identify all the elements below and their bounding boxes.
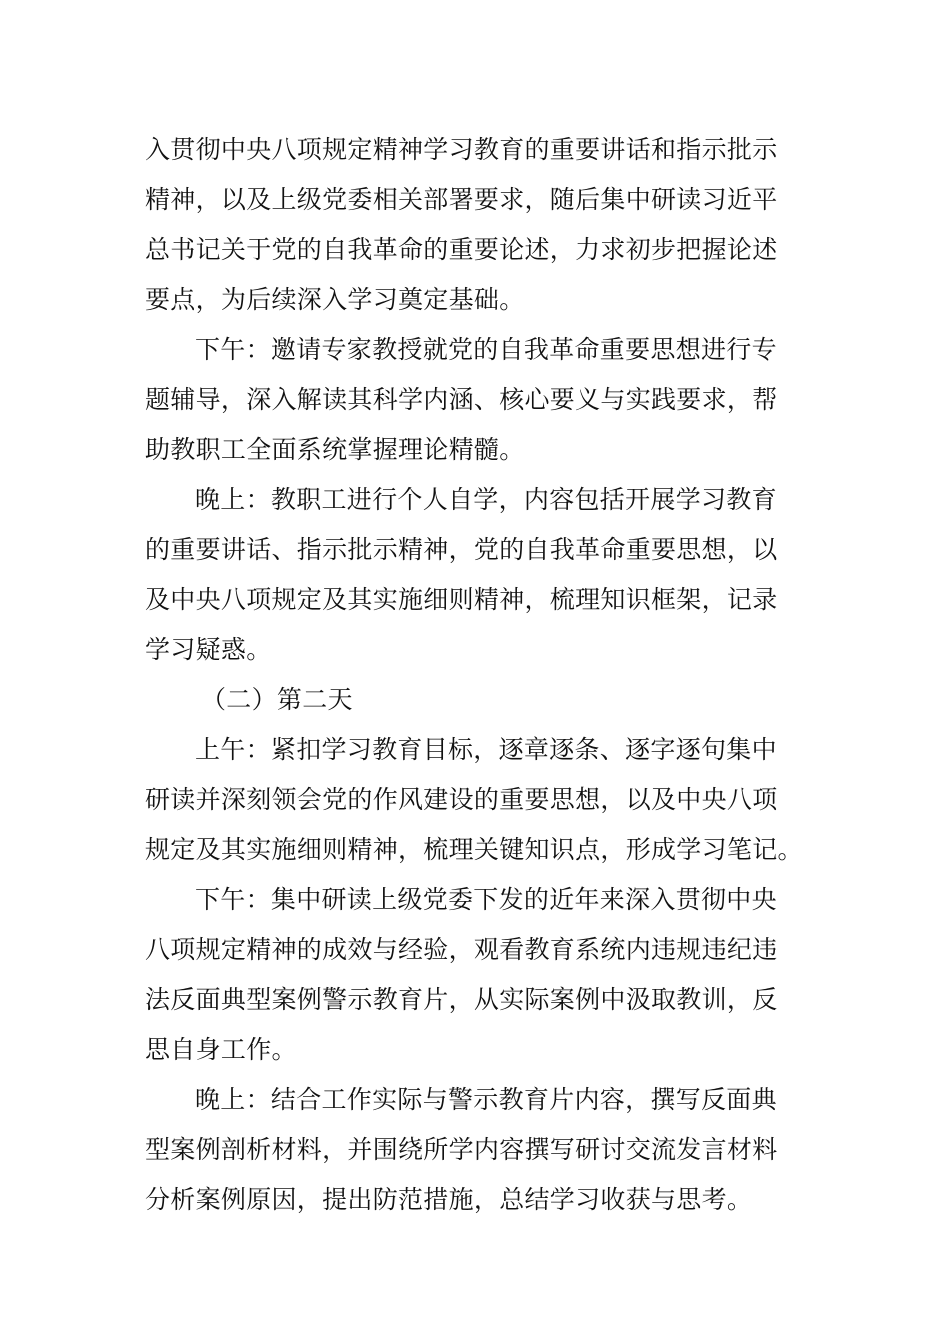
- text-line: 研读并深刻领会党的作风建设的重要思想，以及中央八项: [145, 785, 778, 814]
- document-body: [145, 125, 810, 1225]
- text-line: 思自身工作。: [145, 1035, 297, 1064]
- section-heading: （二）第二天: [201, 685, 353, 714]
- text-line: 分析案例原因，提出防范措施，总结学习收获与思考。: [145, 1185, 753, 1214]
- text-line: 助教职工全面系统掌握理论精髓。: [145, 435, 525, 464]
- paragraph-day2-afternoon: [145, 875, 810, 1075]
- text-line: 下午：集中研读上级党委下发的近年来深入贯彻中央: [195, 885, 777, 914]
- paragraph-day2-evening: [145, 1075, 810, 1225]
- text-line: 型案例剖析材料，并围绕所学内容撰写研讨交流发言材料: [145, 1135, 778, 1164]
- text-line: 晚上：结合工作实际与警示教育片内容，撰写反面典: [195, 1085, 777, 1114]
- text-line: 及中央八项规定及其实施细则精神，梳理知识框架，记录: [145, 585, 778, 614]
- paragraph-day1-evening: [145, 475, 810, 675]
- paragraph-day2-morning: [145, 725, 810, 875]
- text-line: 下午：邀请专家教授就党的自我革命重要思想进行专: [195, 335, 777, 364]
- text-line: 上午：紧扣学习教育目标，逐章逐条、逐字逐句集中: [195, 735, 777, 764]
- text-line: 入贯彻中央八项规定精神学习教育的重要讲话和指示批示: [145, 135, 778, 164]
- text-line: 八项规定精神的成效与经验，观看教育系统内违规违纪违: [145, 935, 778, 964]
- text-line: 精神，以及上级党委相关部署要求，随后集中研读习近平: [145, 185, 778, 214]
- text-line: 晚上：教职工进行个人自学，内容包括开展学习教育: [195, 485, 777, 514]
- text-line: 学习疑惑。: [145, 635, 272, 664]
- text-line: 规定及其实施细则精神，梳理关键知识点，形成学习笔记。: [145, 835, 803, 864]
- section-heading-day2: [145, 675, 810, 725]
- paragraph-continuation: [145, 125, 810, 325]
- text-line: 题辅导，深入解读其科学内涵、核心要义与实践要求，帮: [145, 385, 778, 414]
- text-line: 法反面典型案例警示教育片，从实际案例中汲取教训，反: [145, 985, 778, 1014]
- text-line: 的重要讲话、指示批示精神，党的自我革命重要思想，以: [145, 535, 778, 564]
- text-line: 要点，为后续深入学习奠定基础。: [145, 285, 525, 314]
- text-line: 总书记关于党的自我革命的重要论述，力求初步把握论述: [145, 235, 778, 264]
- paragraph-day1-afternoon: [145, 325, 810, 475]
